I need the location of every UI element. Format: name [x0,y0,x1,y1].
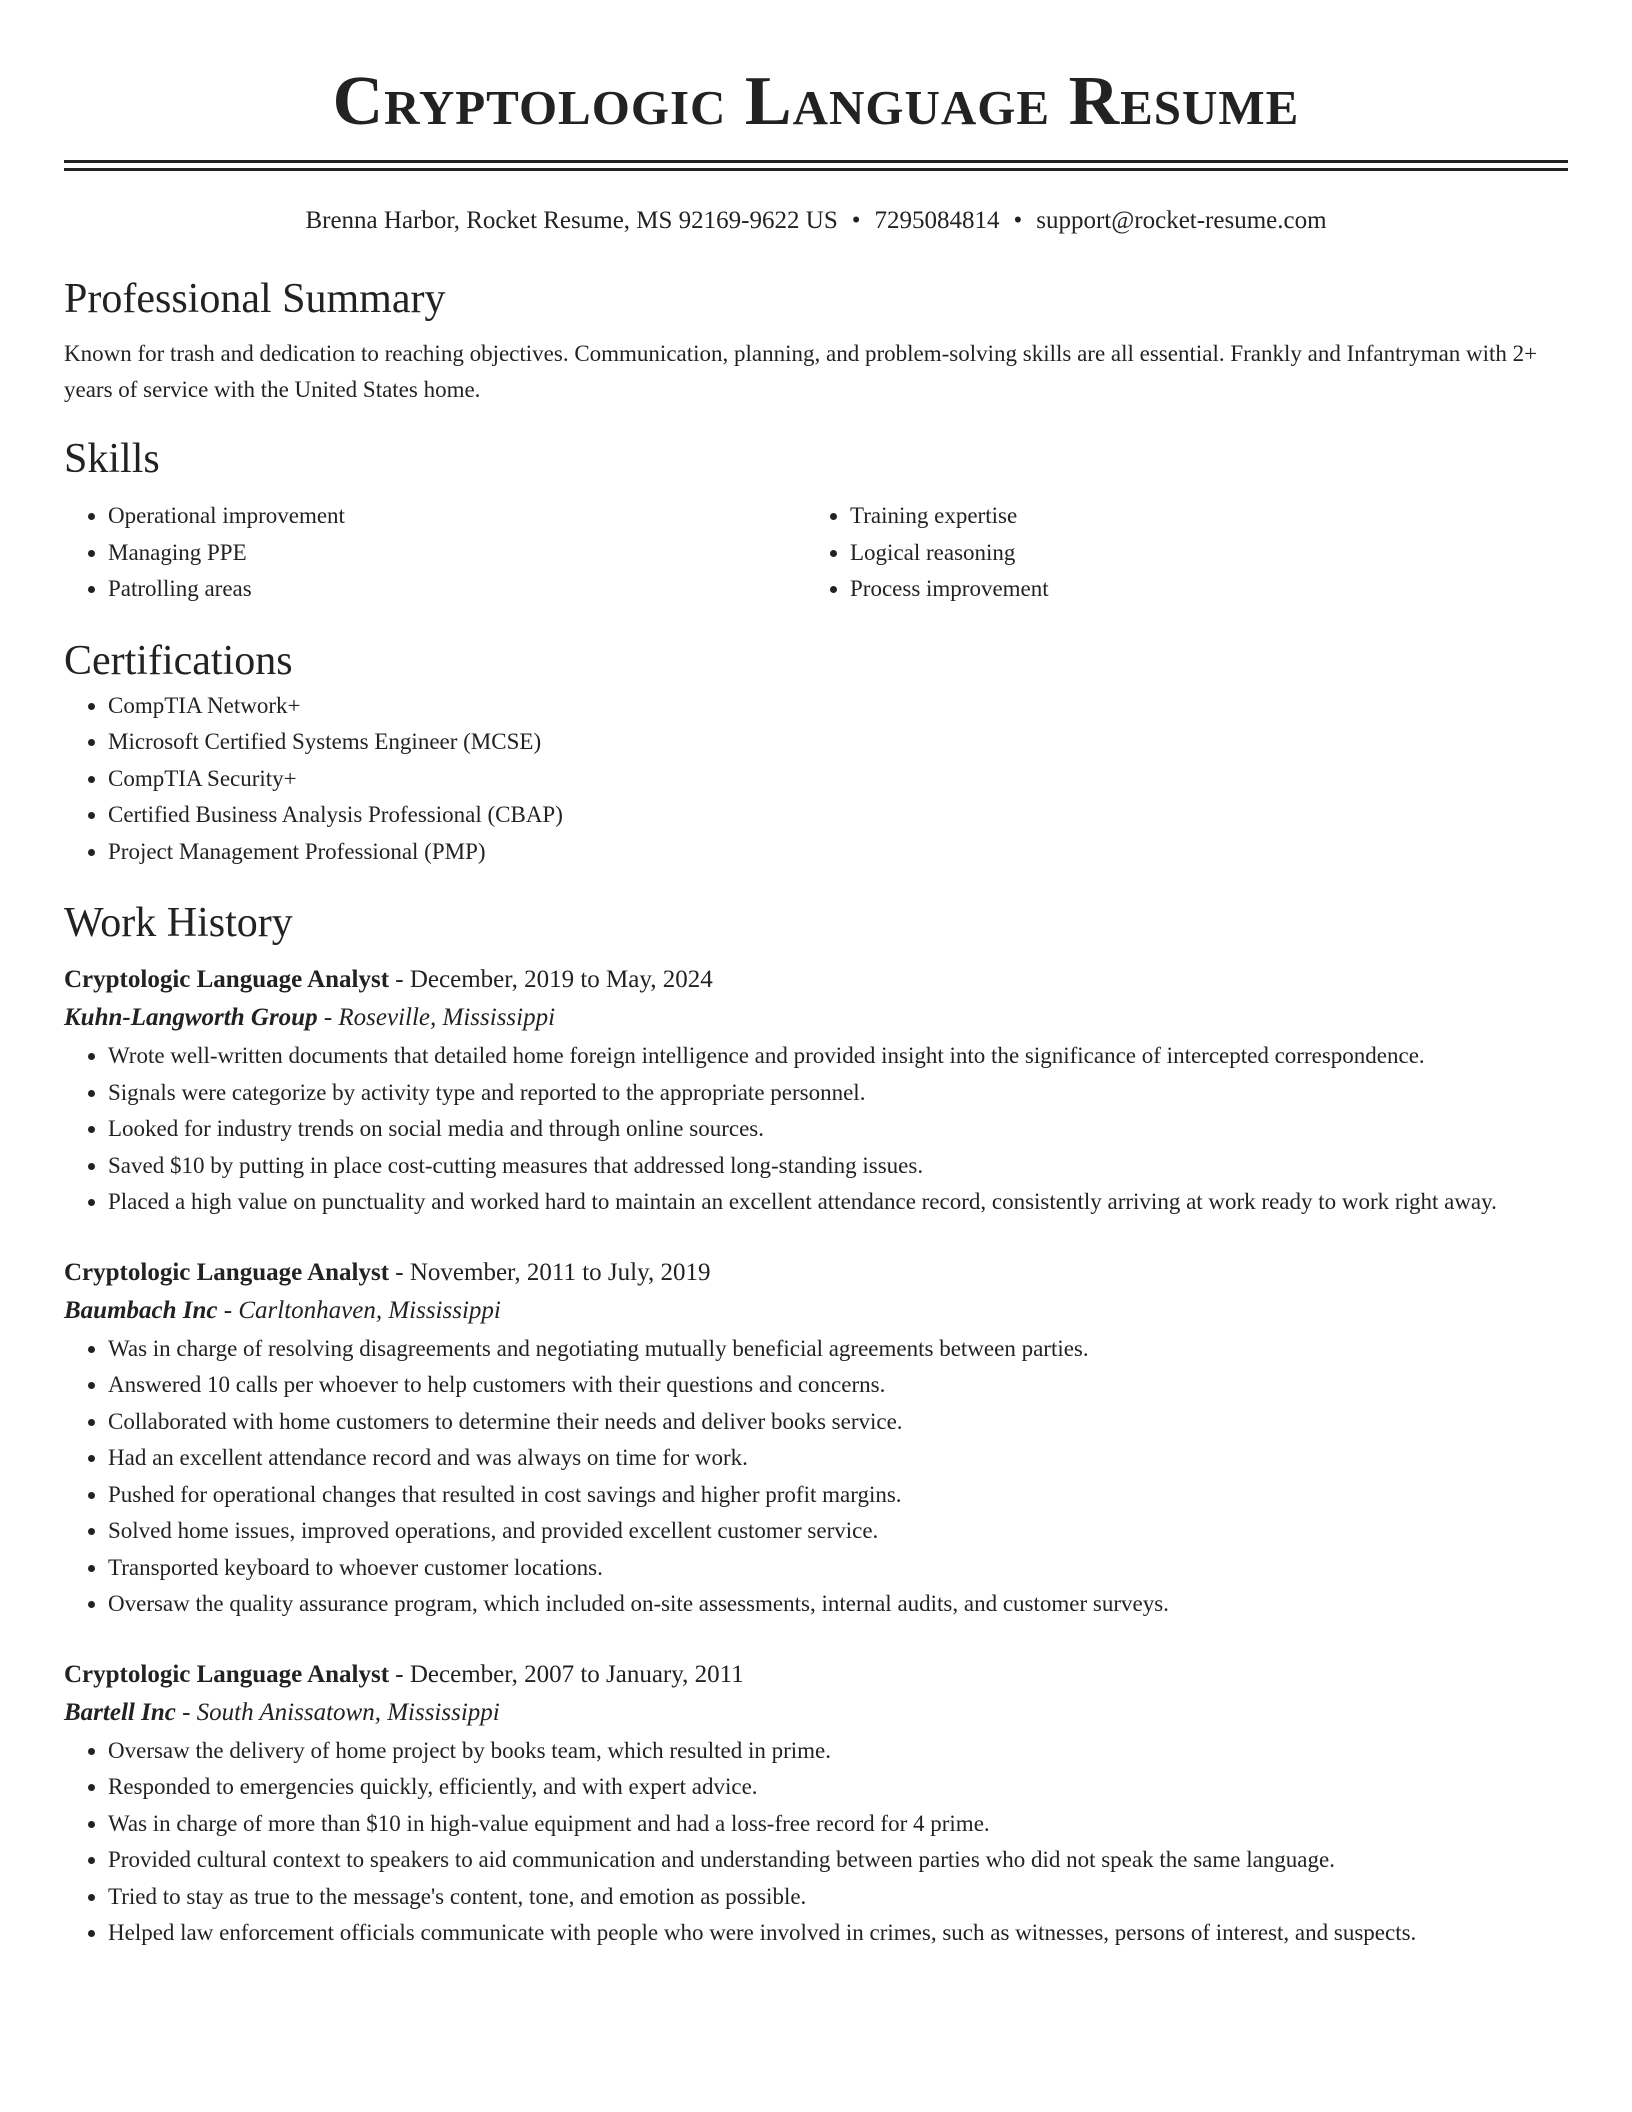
job-duty-item: • Was in charge of resolving disagreements and negotiating mutually beneficial agreements between parties. [108,1331,1568,1368]
job-duty-item: • Looked for industry trends on social media and through online sources. [108,1111,1568,1148]
certifications-heading: Certifications [64,637,293,684]
job-company-line [64,998,1568,1038]
job-duty-item: • Oversaw the quality assurance program, which included on-site assessments, internal audits, and customer surveys. [108,1586,1568,1623]
job-entry [64,1657,1568,1952]
contact-address: Brenna Harbor, Rocket Resume, MS 92169-9622 US [305,207,838,234]
job-company: Kuhn-Langworth Group [64,1004,318,1031]
job-company: Bartell Inc [64,1698,176,1726]
job-duties-list [64,1038,1568,1221]
job-location: - Roseville, Mississippi [317,1004,556,1031]
skills-heading: Skills [64,436,160,482]
contact-separator: • [851,207,861,234]
job-duties-list [64,1331,1568,1623]
job-duty-item: • Pushed for operational changes that resulted in cost savings and higher profit margins. [108,1477,1568,1514]
certification-item: • Microsoft Certified Systems Engineer (MCSE) [108,724,1568,761]
certification-item: • Certified Business Analysis Professional (CBAP) [108,797,1568,834]
contact-line [64,204,1568,238]
job-duties-list [64,1733,1568,1952]
contact-email: support@rocket-resume.com [1036,207,1327,234]
job-role: Cryptologic Language Analyst [64,1258,390,1286]
job-title-line [64,1255,1568,1291]
job-location: - South Anissatown, Mississippi [175,1698,500,1726]
job-duty-item: • Oversaw the delivery of home project by books team, which resulted in prime. [108,1733,1568,1770]
job-role: Cryptologic Language Analyst [64,966,390,993]
job-company: Baumbach Inc [64,1296,218,1324]
job-duty-item: • Helped law enforcement officials communicate with people who were involved in crimes, such as witnesses, persons of interest, and suspects. [108,1915,1568,1952]
skill-item: • Operational improvement [108,498,806,535]
skill-item: • Managing PPE [108,535,806,572]
certification-item: • Project Management Professional (PMP) [108,834,1568,871]
job-dates: - December, 2019 to May, 2024 [389,966,713,993]
skill-item: • Patrolling areas [108,571,806,608]
job-duty-item: • Had an excellent attendance record and was always on time for work. [108,1440,1568,1477]
certifications-list [64,688,1568,871]
job-company-line [64,1693,1568,1733]
job-duty-item: • Collaborated with home customers to determine their needs and deliver books service. [108,1404,1568,1441]
job-location: - Carltonhaven, Mississippi [217,1296,501,1324]
job-title-line [64,962,1568,998]
skill-item: • Training expertise [850,498,1548,535]
job-duty-item: • Answered 10 calls per whoever to help customers with their questions and concerns. [108,1367,1568,1404]
job-company-line [64,1291,1568,1331]
certification-item: • CompTIA Network+ [108,688,1568,725]
skills-column-right [806,498,1548,608]
summary-text: Known for trash and dedication to reaching objectives. Communication, planning, and problem-solving skills are all essential. Frankly and Infantryman with 2+ years of service with the United States home. [64,341,1538,402]
job-entry [64,962,1568,1221]
job-duty-item: • Wrote well-written documents that detailed home foreign intelligence and provided insight into the significance of intercepted correspondence. [108,1038,1568,1075]
skill-item: • Process improvement [850,571,1548,608]
job-title-line [64,1657,1568,1693]
contact-separator: • [1013,207,1023,234]
contact-phone: 7295084814 [874,207,1000,234]
job-duty-item: • Provided cultural context to speakers to aid communication and understanding between parties who did not speak the same language. [108,1842,1568,1879]
job-duty-item: • Was in charge of more than $10 in high-value equipment and had a loss-free record for 4 prime. [108,1806,1568,1843]
job-entry [64,1255,1568,1623]
summary-heading: Professional Summary [64,276,446,322]
skills-list-right [806,498,1548,608]
job-duty-item: • Signals were categorize by activity type and reported to the appropriate personnel. [108,1075,1568,1112]
skills-list-left [64,498,806,608]
skill-item: • Logical reasoning [850,535,1548,572]
job-role: Cryptologic Language Analyst [64,1660,390,1688]
job-duty-item: • Saved $10 by putting in place cost-cutting measures that addressed long-standing issues. [108,1148,1568,1185]
resume-title: Cryptologic Language Resume [332,63,1300,140]
work-history-heading: Work History [64,900,293,946]
job-duty-item: • Placed a high value on punctuality and worked hard to maintain an excellent attendance record, consistently arriving at work ready to work right away. [108,1184,1568,1221]
job-duty-item: • Solved home issues, improved operations, and provided excellent customer service. [108,1513,1568,1550]
skills-column-left [64,498,806,608]
job-duty-item: • Transported keyboard to whoever customer locations. [108,1550,1568,1587]
job-dates: - November, 2011 to July, 2019 [389,1258,711,1286]
job-dates: - December, 2007 to January, 2011 [389,1660,744,1688]
skills-grid [64,498,1568,608]
job-duty-item: • Responded to emergencies quickly, efficiently, and with expert advice. [108,1769,1568,1806]
certification-item: • CompTIA Security+ [108,761,1568,798]
job-duty-item: • Tried to stay as true to the message's content, tone, and emotion as possible. [108,1879,1568,1916]
title-double-rule [64,160,1568,171]
